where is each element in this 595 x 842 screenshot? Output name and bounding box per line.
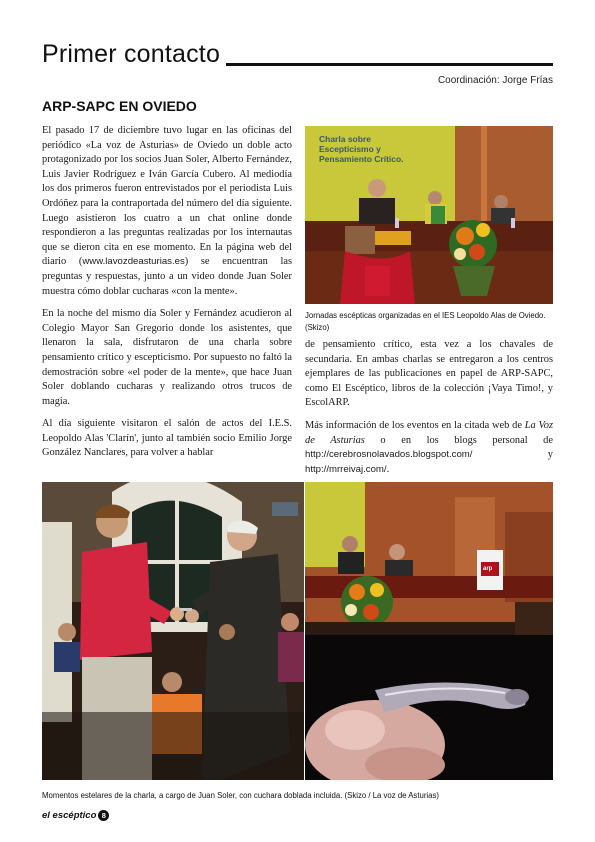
web-link[interactable]: www.lavozdeasturias.es [82,256,185,268]
right-column [305,338,553,485]
paragraph-3: Al día siguiente visitaron el salón de actos del I.E.S. Leopoldo Alas 'Clarín', junto al también socio Emilio Jorge González Nanclares, para volver a hablar [42,418,292,459]
slide-text: Charla sobre Escepticismo y Pensamiento Crítico. [319,134,404,164]
blog-link-2[interactable]: http://mrreivaj.com/ [305,463,387,475]
title-rule [226,63,553,66]
page-number: 8 [98,810,109,821]
page-footer [42,810,109,821]
left-column [42,124,292,469]
caption-top-photo: Jornadas escépticas organizadas en el IES Leopoldo Alas de Oviedo. (Skizo) [305,311,546,332]
arp-banner-text: arp [483,566,493,572]
magazine-name: el escéptico [42,810,97,821]
caption-bottom-photos: Momentos estelares de la charla, a cargo de Juan Soler, con cuchara doblada incluida. (Skizo / La voz de Asturias) [42,791,439,800]
photo-speakers-table-image [305,482,553,635]
photo-spoon-demonstration-image [42,482,304,780]
blog-link-1[interactable]: http://cerebrosnolavados.blogspot.com/ [305,449,473,461]
paragraph-1: El pasado 17 de diciembre tuvo lugar en las oficinas del periódico «La voz de Asturias» de Oviedo un doble acto protagonizado por los socios Juan Soler, Alberto Fernández, Luis Javier Rodríguez e Iván García Cubero. Al mediodía los dos primeros fueron entrevistados por el periodista Luis Ordóñez para la contraportada del número del día siguiente. Luego asistieron los cuatro a un chat online donde respondieron a las preguntas realizadas por los internautas que se dieron cita en ese momento. En la página web del diario (www.lavozdeasturias.es) se encuentran las preguntas y respuestas, junto a un video donde Juan Soler muestra cómo doblar cucharas «con la mente». [42,125,293,297]
article-headline: ARP-SAPC EN OVIEDO [42,98,197,114]
photo-spoon-demonstration [42,482,304,780]
paragraph-4: de pensamiento crítico, esta vez a los chavales de secundaria. En ambas charlas se entregaron a los centros ejemplares de las publicaciones en papel de ARP-SAPC, como El Escéptico, libros de la colección ¡Vaya Timo!, y EscolARP. [305,339,553,409]
section-title: Primer contacto [42,40,221,68]
photo-speakers-table [305,482,553,635]
photo-bent-spoon [305,635,553,780]
coordination-credit: Coordinación: Jorge Frías [437,75,553,86]
photo-lecture-slide [305,126,553,304]
photo-bent-spoon-image [305,635,553,780]
paragraph-2: En la noche del mismo día Soler y Fernández acudieron al Colegio Mayor San Gregorio donde los asistentes, que llenaron la sala, disfrutaron de una charla sobre pensamiento crítico y escepticismo. Por supuesto no faltó la demostración sobre «el poder de la mente», que hace Juan Soler doblando cucharas y realizando otros trucos de magia. [42,308,292,407]
paragraph-5: Más información de los eventos en la citada web de La Voz de Asturias o en los blogs personal de http://cerebrosnolavados.blogspot.com/ y http://mrreivaj.com/. [305,419,553,475]
